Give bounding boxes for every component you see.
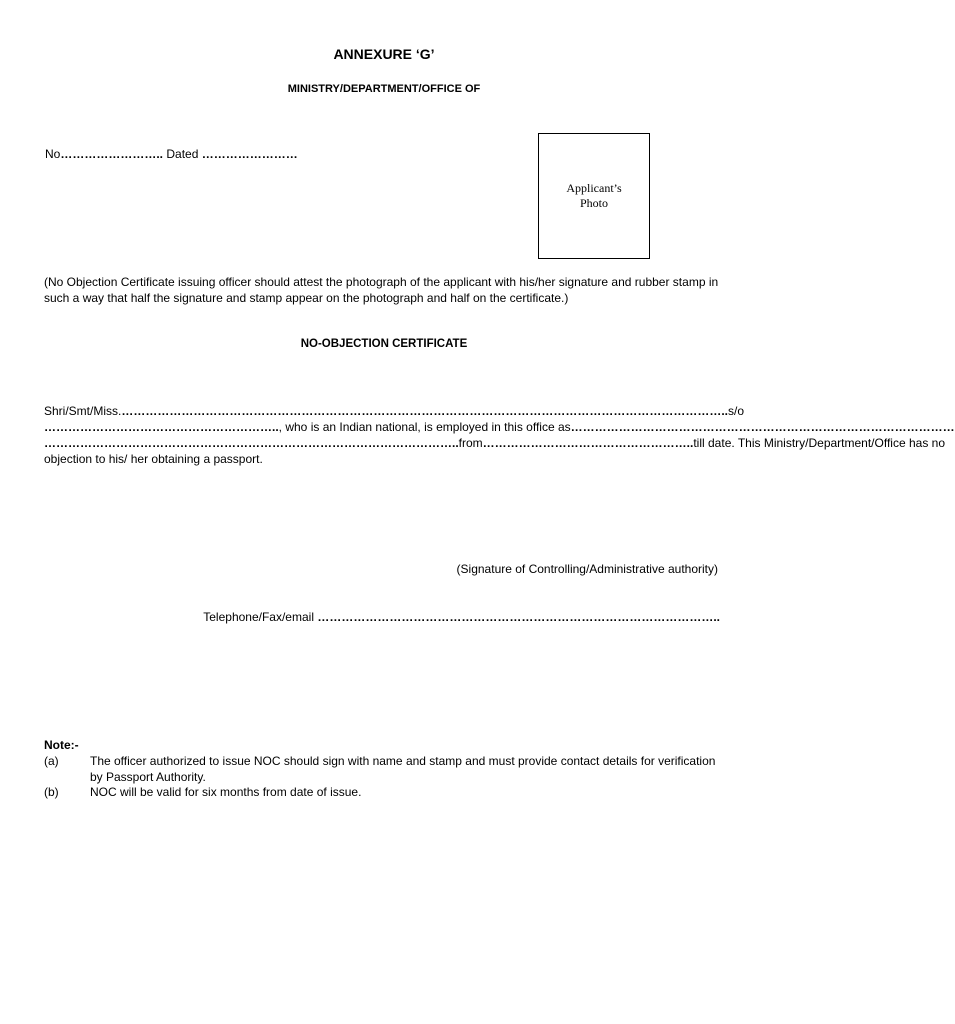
reference-dated-field[interactable]: …………………… (201, 147, 298, 161)
applicant-photo-box (538, 133, 650, 259)
contact-line (203, 610, 720, 624)
applicant-name-field[interactable]: …………………………………………………………………………………………………………………………………….. (121, 404, 729, 418)
ministry-heading: MINISTRY/DEPARTMENT/OFFICE OF (287, 83, 481, 95)
till-date-text: till date. This Ministry/Department/Office has no (693, 436, 946, 450)
note-marker: (a) (44, 754, 59, 768)
designation-continued-field[interactable]: ………………………………………………………………………………………….. (44, 436, 459, 450)
reference-dated-label: Dated (163, 147, 202, 161)
note-marker: (b) (44, 785, 59, 799)
note-text: NOC will be valid for six months from date of issue. (90, 785, 362, 799)
contact-field[interactable]: ……………………………………………………………………………………….. (317, 610, 720, 624)
note-text: The officer authorized to issue NOC should sign with name and stamp and must provide contact details for verification by Passport Authority. (90, 754, 716, 784)
from-label: from (458, 436, 483, 450)
certificate-body (44, 403, 955, 467)
attestation-instruction: (No Objection Certificate issuing officer should attest the photograph of the applicant with his/her signature and rubber stamp in such a way that half the signature and stamp appear on the photograph and half on the certificate.) (44, 275, 719, 305)
authority-signature-line: (Signature of Controlling/Administrative authority) (456, 562, 718, 576)
photo-label-line1: Applicant’s (566, 181, 622, 195)
designation-field[interactable]: …………………………………………………………………………………… (570, 420, 955, 434)
father-name-continued-field[interactable]: ………………………………………………….. (44, 420, 279, 434)
note-item-a (44, 754, 724, 785)
certificate-line-4: objection to his/ her obtaining a passport. (44, 452, 263, 466)
certificate-line-3 (44, 435, 946, 451)
reference-line (45, 147, 298, 161)
certificate-line-1 (44, 403, 745, 419)
name-prefix-label: Shri/Smt/Miss. (44, 404, 122, 418)
reference-no-label: No (45, 147, 61, 161)
notes-list (44, 754, 724, 801)
son-of-label: s/o (728, 404, 745, 418)
note-item-b (44, 785, 724, 801)
annexure-title: ANNEXURE ‘G’ (333, 46, 435, 62)
employment-from-date-field[interactable]: …………………………………………….. (482, 436, 694, 450)
photo-label-line2: Photo (579, 196, 608, 210)
reference-no-field[interactable]: …………………….. (60, 147, 164, 161)
note-label: Note:- (44, 738, 79, 752)
noc-heading: NO-OBJECTION CERTIFICATE (300, 338, 468, 350)
certificate-line-2 (44, 419, 955, 435)
employment-text: , who is an Indian national, is employed in this office as (278, 420, 571, 434)
contact-label: Telephone/Fax/email (203, 610, 318, 624)
